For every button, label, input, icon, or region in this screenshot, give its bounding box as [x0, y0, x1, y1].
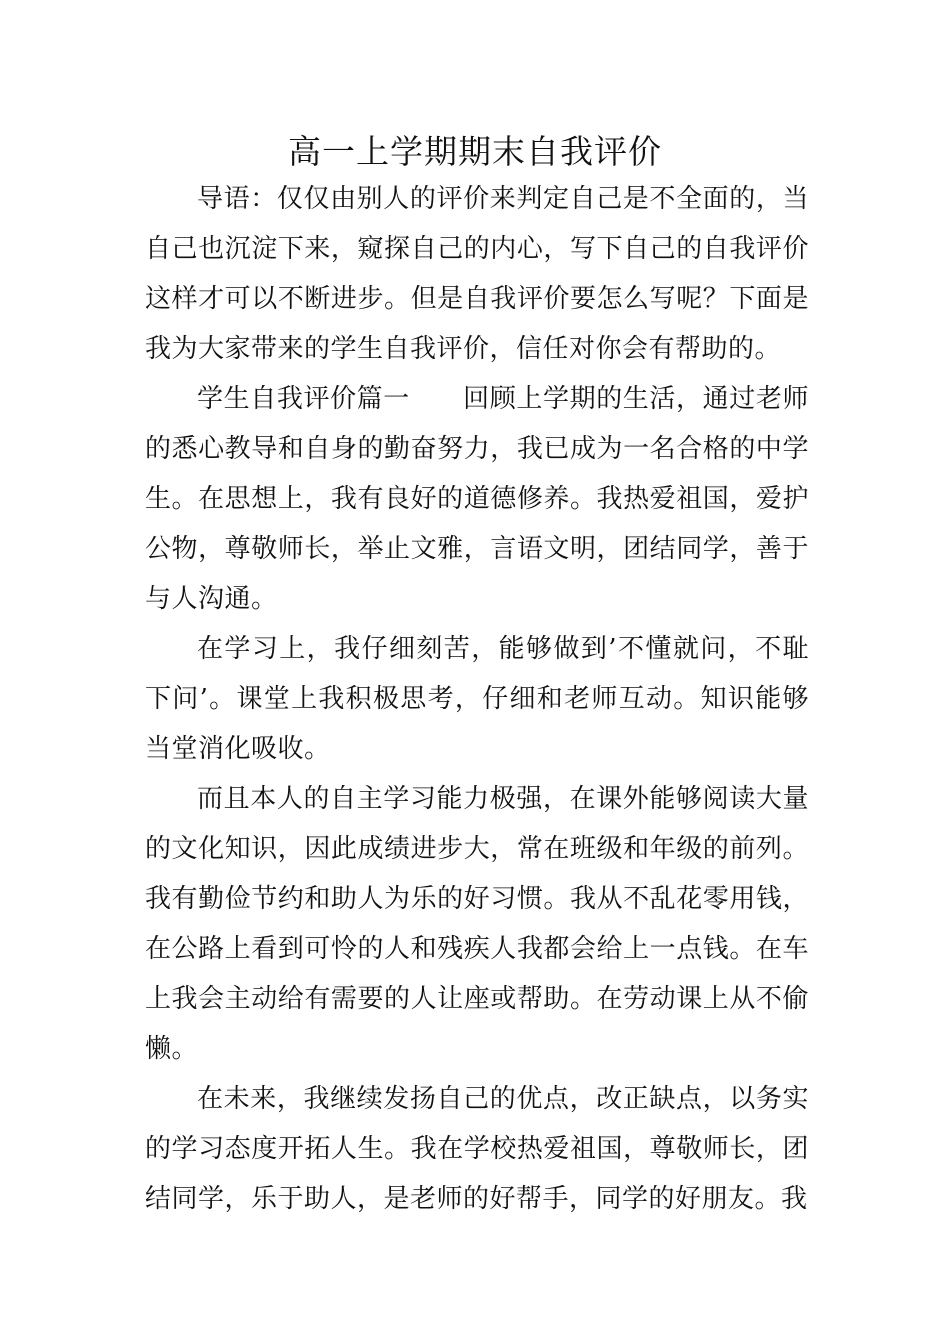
- paragraph-1: 学生自我评价篇一 回顾上学期的生活，通过老师的悉心教导和自身的勤奋努力，我已成为一名合格的中学生。在思想上，我有良好的道德修养。我热爱祖国，爱护公物，尊敬师长，举止文雅，言语文明，团结同学，善于与人沟通。: [145, 384, 809, 614]
- paragraph-4: 在未来，我继续发扬自己的优点，改正缺点，以务实的学习态度开拓人生。我在学校热爱祖国，尊敬师长，团结同学，乐于助人，是老师的好帮手，同学的好朋友。我: [145, 1084, 809, 1214]
- paragraph-2: 在学习上，我仔细刻苦，能够做到’不懂就问，不耻下问’。课堂上我积极思考，仔细和老师互动。知识能够当堂消化吸收。: [145, 634, 809, 764]
- paragraph-intro: 导语：仅仅由别人的评价来判定自己是不全面的，当自己也沉淀下来，窥探自己的内心，写下自己的自我评价这样才可以不断进步。但是自我评价要怎么写呢？下面是我为大家带来的学生自我评价，信任对你会有帮助的。: [145, 184, 809, 364]
- document-body: [145, 174, 809, 1224]
- paragraph-3: 而且本人的自主学习能力极强，在课外能够阅读大量的文化知识，因此成绩进步大，常在班级和年级的前列。我有勤俭节约和助人为乐的好习惯。我从不乱花零用钱，在公路上看到可怜的人和残疾人我都会给上一点钱。在车上我会主动给有需要的人让座或帮助。在劳动课上从不偷懒。: [145, 784, 809, 1064]
- document-title: 高一上学期期末自我评价: [288, 132, 662, 171]
